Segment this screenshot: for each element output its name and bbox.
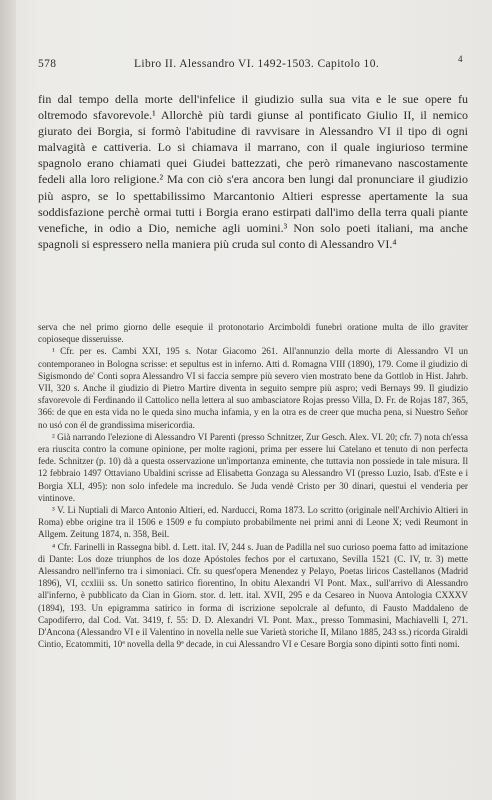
main-text	[38, 91, 468, 252]
corner-mark: 4	[458, 54, 463, 64]
footnote-1: ¹ Cfr. per es. Cambi XXI, 195 s. Notar Giacomo 261. All'annunzio della morte di Alessandro VI un contemporaneo in Bologna scrisse: et sepultus est in inferno. Atti d. Romagna VIII (1890), 179. Come il giudizio di Sigismondo de' Conti sopra Alessandro VI si faccia sempre più severo vien mostrato bene da Gottlob in Hist. Jahrb. VII, 320 s. Anche il giudizio di Pietro Martire diventa in seguito sempre più aspro; vedi Bernays 99. Il giudizio sfavorevole di Ferdinando il Cattolico nella lettera al suo ambasciatore Rojas presso Villa, D. Fr. de Rojas 187, 365, 366: de que en esta vida no le queda sino mucha infamia, y en la otra es de creer que mucha pena, si Nuestro Señor no usó con él de grandissima misericordia.	[38, 346, 468, 430]
main-paragraph: fin dal tempo della morte dell'infelice il giudizio sulla sua vita e le sue opere fu oltremodo sfavorevole.¹ Allorchè più tardi giunse al pontificato Giulio II, il nemico giurato dei Borgia, si formò l'abitudine di ravvisare in Alessandro VI il tipo di ogni malvagità e cattiveria. Lo si chiamava il marrano, con il quale ingiurioso termine spagnolo erano chiamati quei Giudei battezzati, che però rimanevano nascostamente fedeli alla loro religione.² Ma con ciò s'era ancora ben lungi dal pronunciare il giudizio più aspro, se lo spettabilissimo Marcantonio Altieri espresse apertamente la sua soddisfazione perchè ormai tutti i Borgia erano estirpati dall'imo della terra quali piante venefiche, in odio a Dio, nemiche agli uomini.³ Non solo poeti italiani, ma anche spagnoli si espressero nella maniera più cruda sul conto di Alessandro VI.⁴	[38, 92, 468, 251]
footnote-separator	[38, 308, 158, 309]
footnote-3: ³ V. Li Nuptiali di Marco Antonio Altieri, ed. Narducci, Roma 1873. Lo scritto (originale nell'Archivio Altieri in Roma) ebbe origine tra il 1506 e 1509 e fu compiuto probabilmente nei primi anni di Leone X; vedi Reumont in Allgem. Zeitung 1874, n. 358, Beil.	[38, 505, 468, 540]
running-title: Libro II. Alessandro VI. 1492-1503. Capitolo 10.	[134, 58, 380, 70]
footnote-2: ² Già narrando l'elezione di Alessandro VI Parenti (presso Schnitzer, Zur Gesch. Alex. VI. 20; cfr. 7) nota ch'essa era riuscita contro la comune opinione, per molte ragioni, prima per essere lui Catelano et tenuto di non perfecta fede. Schnitzer (p. 10) dà a questa osservazione un'importanza eminente, che tuttavia non possiede in tale misura. Il 12 febbraio 1497 Ottaviano Ubaldini scrisse ad Elisabetta Gonzaga su Alessandro VI (presso Luzio, Isab. d'Este e i Borgia XLI, 495): non solo infedele ma incredulo. Se Juda vendè Cristo per 30 dinari, questui el venderia per vintinove.	[38, 431, 468, 503]
footnote-continued: serva che nel primo giorno delle esequie il protonotario Arcimboldi funebri oratione multa de illo graviter copioseque disseruisse.	[38, 322, 468, 345]
page-gutter-shadow	[0, 0, 16, 800]
footnotes	[38, 321, 468, 650]
footnote-4: ⁴ Cfr. Farinelli in Rassegna bibl. d. Lett. ital. IV, 244 s. Juan de Padilla nel suo curioso poema fatto ad imitazione di Dante: Los doze triunphos de los doze Apóstoles fechos por el cartuxano, Sevilla 1521 (C. IV, tr. 3) mette Alessandro nell'inferno tra i simoniaci. Cfr. su quest'opera Menendez y Pelayo, Poetas liricos Castellanos (Madrid 1896), VI, ccxliii ss. Un sonetto satirico fiorentino, In obitu Alexandri VI Pont. Max., sull'arrivo di Alessandro all'inferno, è pubblicato da Cian in Giorn. stor. d. lett. ital. XVII, 295 e da Cesareo in Nuova Antologia CXXXV (1894), 193. Un epigramma satirico in forma di iscrizione sepolcrale al defunto, di Fausto Maddaleno de Capodiferro, dal Cod. Vat. 3419, f. 55: D. D. Alexandri VI. Pont. Max., presso Tommasini, Machiavelli I, 271. D'Ancona (Alessandro VI e il Valentino in novella nelle sue Varietà storiche II, Milano 1885, 243 ss.) ricorda Giraldi Cintio, Ecatommiti, 10ª novella della 9ª decade, in cui Alessandro VI e Cesare Borgia sono dipinti sotto finti nomi.	[38, 541, 468, 650]
page-number: 578	[38, 58, 57, 70]
running-header	[38, 54, 466, 74]
